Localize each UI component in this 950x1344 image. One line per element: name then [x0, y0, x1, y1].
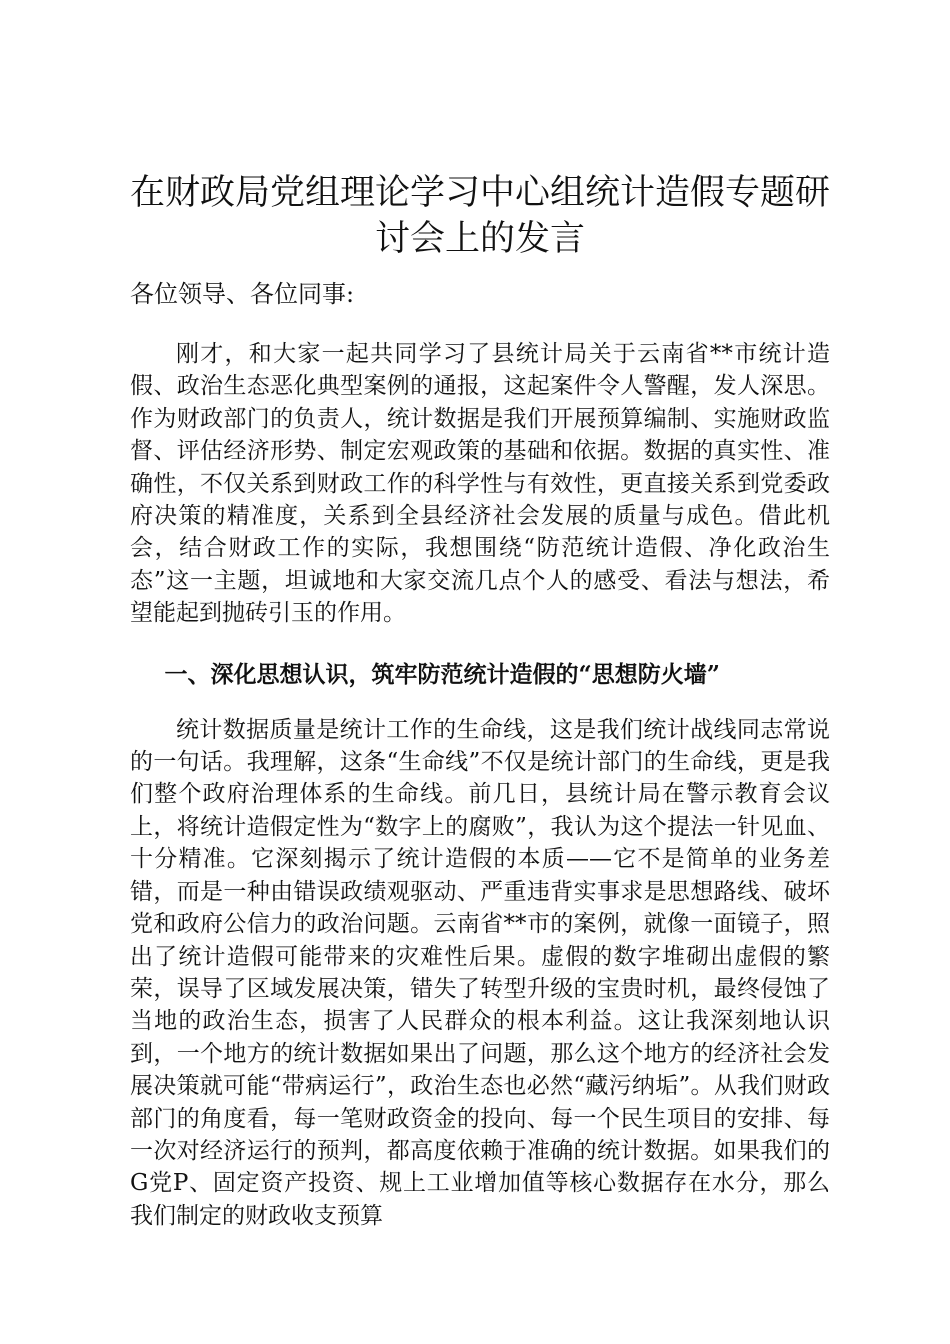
section-heading-1: 一、深化思想认识，筑牢防范统计造假的“思想防火墙” [164, 660, 720, 688]
section-1-paragraph: 统计数据质量是统计工作的生命线，这是我们统计战线同志常说的一句话。我理解，这条“生命线”不仅是统计部门的生命线，更是我们整个政府治理体系的生命线。前几日，县统计局在警示教育会议上，将统计造假定性为“数字上的腐败”，我认为这个提法一针见血、十分精准。它深刻揭示了统计造假的本质——它不是简单的业务差错，而是一种由错误政绩观驱动、严重违背实事求是思想路线、破坏党和政府公信力的政治问题。云南省**市的案例，就像一面镜子，照出了统计造假可能带来的灾难性后果。虚假的数字堆砌出虚假的繁荣，误导了区域发展决策，错失了转型升级的宝贵时机，最终侵蚀了当地的政治生态，损害了人民群众的根本利益。这让我深刻地认识到，一个地方的统计数据如果出了问题，那么这个地方的经济社会发展决策就可能“带病运行”，政治生态也必然“藏污纳垢”。从我们财政部门的角度看，每一笔财政资金的投向、每一个民生项目的安排、每一次对经济运行的预判，都高度依赖于准确的统计数据。如果我们的G党P、固定资产投资、规上工业增加值等核心数据存在水分，那么我们制定的财政收支预算 [130, 716, 830, 1229]
document-title: 在财政局党组理论学习中心组统计造假专题研讨会上的发言 [130, 173, 831, 259]
document-page [130, 170, 830, 1232]
intro-paragraph: 刚才，和大家一起共同学习了县统计局关于云南省**市统计造假、政治生态恶化典型案例的通报，这起案件令人警醒，发人深思。作为财政部门的负责人，统计数据是我们开展预算编制、实施财政监督、评估经济形势、制定宏观政策的基础和依据。数据的真实性、准确性，不仅关系到财政工作的科学性与有效性，更直接关系到党委政府决策的精准度，关系到全县经济社会发展的质量与成色。借此机会，结合财政工作的实际，我想围绕“防范统计造假、净化政治生态”这一主题，坦诚地和大家交流几点个人的感受、看法与想法，希望能起到抛砖引玉的作用。 [130, 341, 830, 627]
salutation: 各位领导、各位同事: [130, 280, 355, 308]
